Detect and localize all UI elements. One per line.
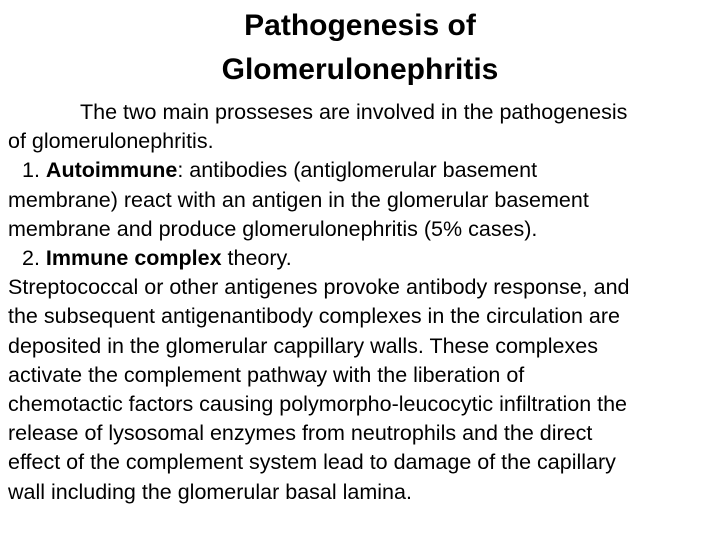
point-2-rest: theory. [221, 246, 292, 271]
paragraph-line-8: wall including the glomerular basal lamina. [8, 479, 412, 504]
intro-line-2: of glomerulonephritis. [8, 129, 214, 154]
title-line-2: Glomerulonephritis [221, 53, 499, 86]
point-1-line-1 [8, 156, 713, 185]
slide-body [8, 98, 713, 507]
paragraph-line-7: effect of the complement system lead to damage of the capillary [8, 450, 616, 475]
point-1-line-3: membrane and produce glomerulonephritis (5% cases). [8, 216, 538, 241]
paragraph-line-5: chemotactic factors causing polymorpho-leucocytic infiltration the [8, 392, 628, 417]
paragraph-line-3: deposited in the glomerular cappillary walls. These complexes [8, 333, 598, 358]
point-1-term: Autoimmune [45, 158, 178, 183]
point-1-number: 1. [22, 158, 40, 183]
title-line-1: Pathogenesis of [244, 9, 476, 42]
paragraph-line-2: the subsequent antigenantibody complexes in the circulation are [8, 304, 620, 329]
point-2-term: Immune complex [45, 246, 222, 271]
intro-line-1: The two main prosseses are involved in the pathogenesis [80, 100, 628, 124]
page-title [0, 4, 720, 92]
point-2-line [8, 244, 713, 273]
paragraph-line-4: activate the complement pathway with the liberation of [8, 362, 525, 387]
paragraph-line-6: release of lysosomal enzymes from neutrophils and the direct [8, 421, 593, 446]
point-1-line-2: membrane) react with an antigen in the glomerular basement [8, 187, 589, 212]
point-1-definition-start: : antibodies (antiglomerular basement [177, 158, 538, 183]
point-2-number: 2. [22, 246, 40, 271]
paragraph-line-1: Streptococcal or other antigenes provoke antibody response, and [8, 275, 630, 300]
